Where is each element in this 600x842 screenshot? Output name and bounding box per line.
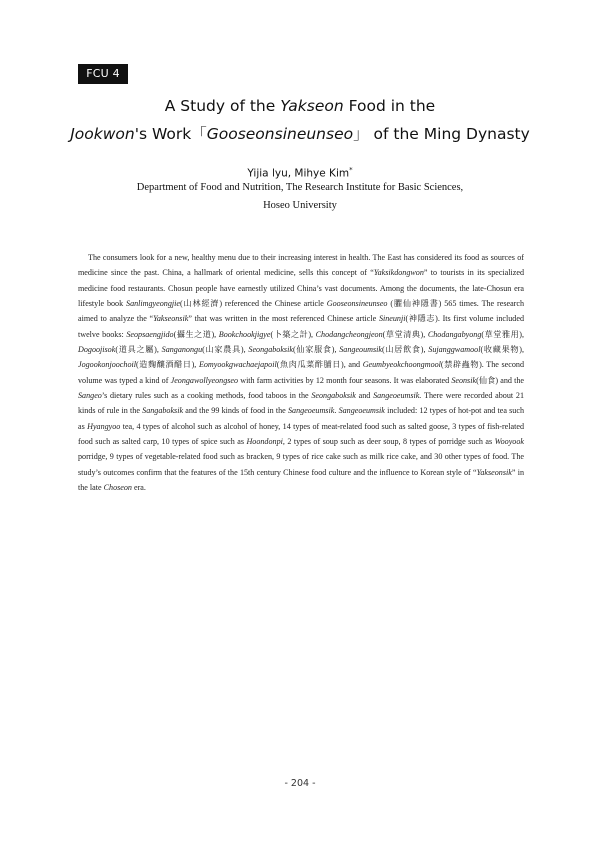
- corresponding-author-mark: *: [349, 166, 353, 174]
- paper-title-line-2: Jookwon's Work「Gooseonsineunseo」 of the Ming Dynasty: [70, 125, 530, 143]
- paper-title-line-1: A Study of the Yakseon Food in the: [164, 97, 436, 115]
- page-number: - 204 -: [284, 778, 316, 789]
- authors: Yijia lyu, Mihye Kim*: [247, 166, 353, 180]
- abstract-body: The consumers look for a new, healthy menu due to their increasing interest in health. The East has considered its food as sources of medicine since the past. China, a hallmark of oriental medicine, sells this concept of “Yaksikdongwon” to tourists in its specialized medicine food restaurants. Chosun people have earnestly utilized China’s vast documents. Among the documents, the late-Chosun era lifestyle book Sanlimgyeongjie(山林經濟) referenced the Chinese article Gooseonsineunseo (臞仙神隱書) 565 times. The research aimed to analyze the “Yakseonsik” that was written in the most referenced Chinese article Sineunji(神隱志). Its first volume included twelve books: Seopsaengjido(攝生之道), Bookchookjigye(卜築之計), Chodangcheongjeon(草堂清典), Chodangabyong(草堂雅用), Dogoojisok(道具之屬), Sanganongu(山家農具), Seongaboksik(仙家服食), Sangeoumsik(山居飲食), Sujanggwamool(收藏果物), Jogookonjoochoil(造麴釀酒醋日), Eomyookgwachaejapoil(魚肉瓜菜酢脯日), and Geumbyeokchoongmool(禁辟蟲物). The second volume was typed a kind of Jeongawollyeongseo with farm activities by 12 month four seasons. It was elaborated Seonsik(仙食) and the Sangeo’s dietary rules such as a cooking methods, food taboos in the Seongaboksik and Sangeoeumsik. There were recorded about 21 kinds of rule in the Sangaboksik and the 99 kinds of food in the Sangeoeumsik. Sangeoeumsik included: 12 types of hot-pot and tea such as Hyangyoo tea, 4 types of alcohol such as alcohol of honey, 14 types of meat-related food such as salted goose, 3 types of fish-related food such as salted carp, 10 types of spice such as Hoondonpi, 2 types of soup such as deer soup, 8 types of porridge such as Wooyook porridge, 9 types of vegetable-related food such as bracken, 9 types of rice cake such as milk rice cake, and 30 other types of food. The study’s outcomes confirm that the features of the 15th century Chinese food culture and the influence to Korean style of “Yakseonsik” in the late Choseon era.: [78, 253, 525, 493]
- affiliation-line-1: Department of Food and Nutrition, The Research Institute for Basic Sciences,: [136, 182, 464, 193]
- affiliation-line-2: Hoseo University: [263, 200, 337, 211]
- section-badge: FCU 4: [78, 64, 128, 84]
